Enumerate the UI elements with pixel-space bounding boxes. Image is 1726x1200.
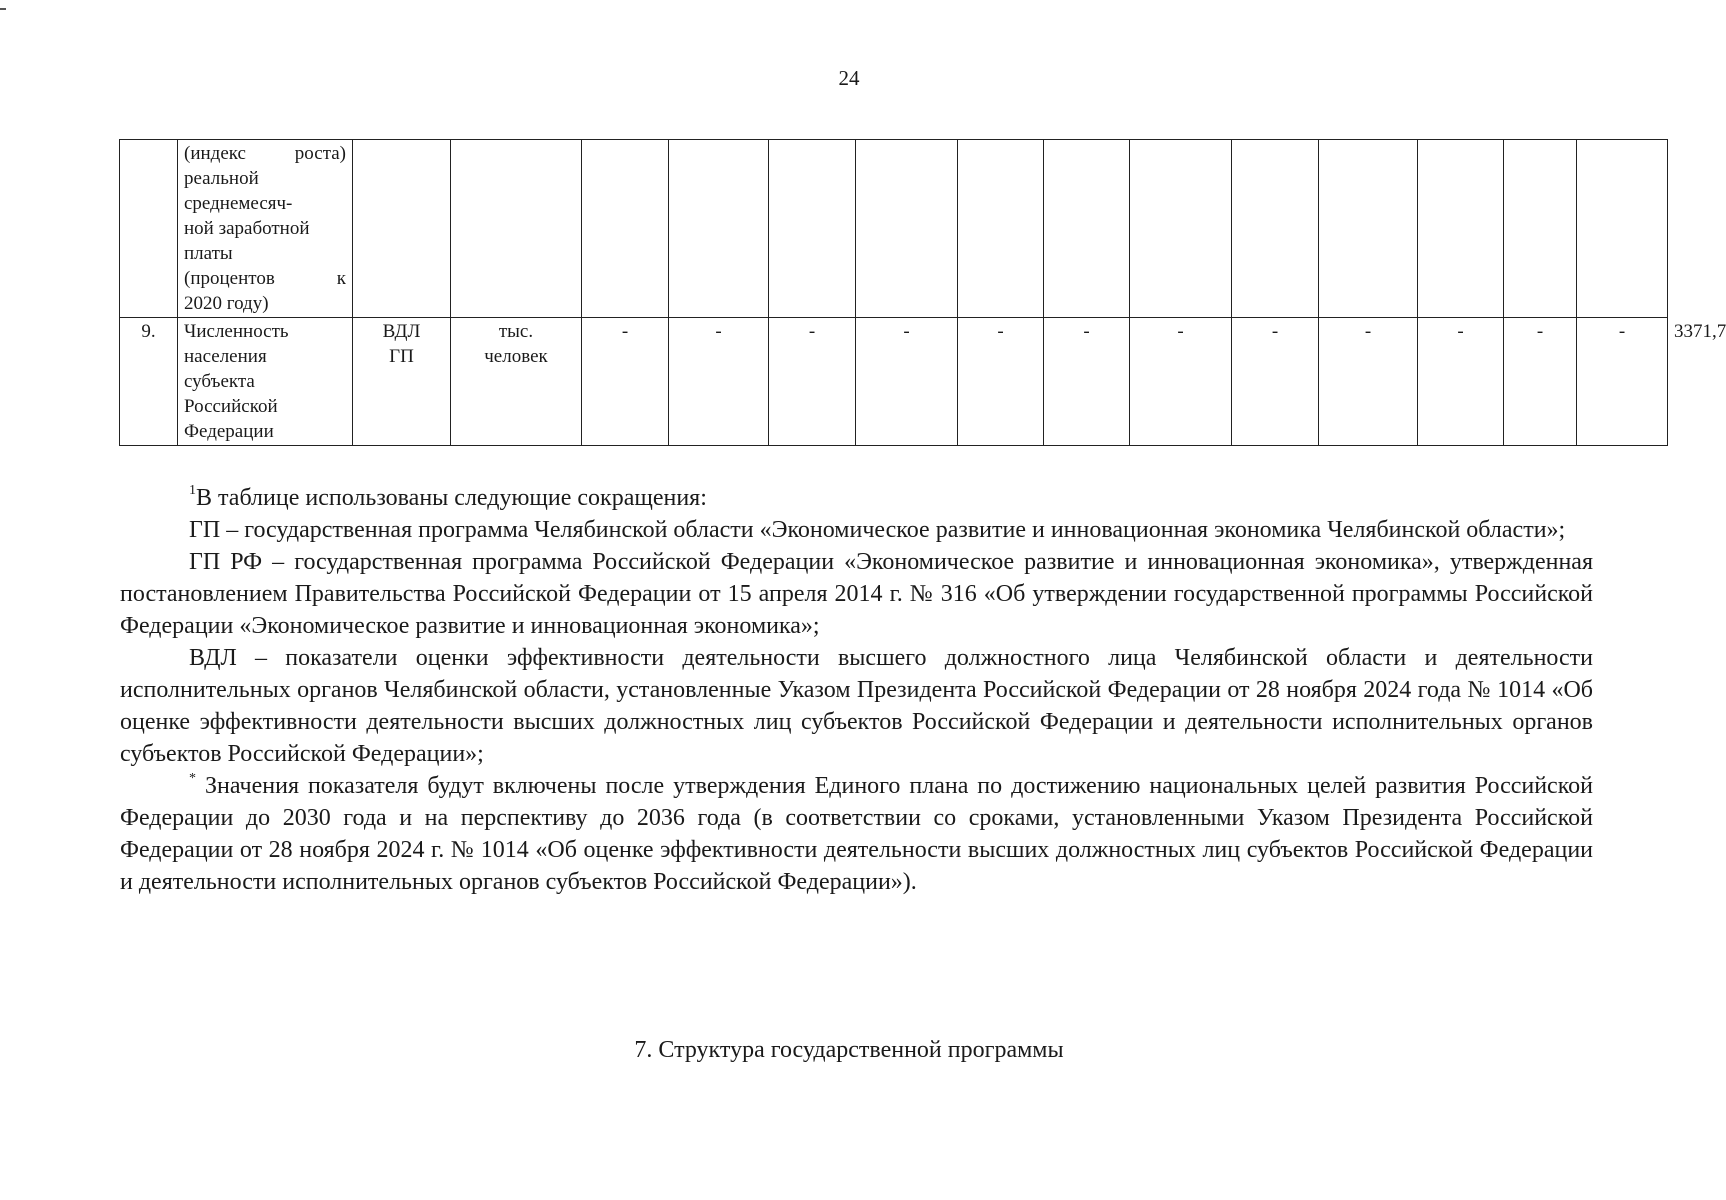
dash-cell (1232, 140, 1319, 318)
cell-line: (процентов к (184, 268, 346, 289)
cell-line: реальной (184, 168, 259, 189)
abbr-vdl: ВДЛ – показатели оценки эффективности деятельности высшего должностного лица Челябинской области и деятельности исполнительных органов Челябинской области, установленные Указом Президента Российской Федерации от 28 ноября 2024 года № 1014 «Об оценке эффективности деятельности высших должностных лиц субъектов Российской Федерации и деятельности исполнительных органов субъектов Российской Федерации»; (120, 645, 1593, 767)
dash-cell: - (1319, 318, 1418, 446)
dash-cell (669, 140, 769, 318)
cell-line: населения (184, 346, 267, 367)
cell-line: субъекта (184, 371, 255, 392)
cell-line: Российской (184, 396, 278, 417)
cell-line: человек (484, 346, 548, 367)
dash-cell: - (958, 318, 1044, 446)
dash-cell: - (1232, 318, 1319, 446)
table-row: 9. Численность населения субъекта Российской Федерации ВДЛ ГП тыс. человек - - - - - - - - - - - - 3371,7 (120, 318, 1668, 446)
cell-line: ГП (389, 346, 414, 367)
dash-cell: - (1130, 318, 1232, 446)
star-note: * Значения показателя будут включены после утверждения Единого плана по достижению национальных целей развития Российской Федерации до 2030 года и на перспективу до 2036 года (в соответствии со сроками, установленными Указом Президента Российской Федерации от 28 ноября 2024 г. № 1014 «Об оценке эффективности деятельности высших должностных лиц субъектов Российской Федерации и деятельности исполнительных органов субъектов Российской Федерации»). (120, 771, 1593, 895)
dash-cell (1504, 140, 1577, 318)
dash-cell: - (1504, 318, 1577, 446)
row-number-cell (120, 140, 178, 318)
footnote-mark-1: 1 (189, 483, 196, 498)
dash-cell: - (582, 318, 669, 446)
unit-cell (451, 140, 582, 318)
scan-corner-mark (0, 8, 6, 10)
dash-cell (1044, 140, 1130, 318)
dash-cell (1319, 140, 1418, 318)
indicators-table (119, 139, 1726, 446)
dash-cell: - (669, 318, 769, 446)
dash-cell (958, 140, 1044, 318)
dash-cell (1577, 140, 1668, 318)
dash-cell (769, 140, 856, 318)
footnotes (120, 482, 1593, 898)
unit-cell (451, 318, 582, 446)
page-number: 24 (838, 66, 860, 90)
dash-cell: - (769, 318, 856, 446)
indicator-name-cell (178, 140, 353, 318)
section-title: 7. Структура государственной программы (634, 1037, 1064, 1063)
abbr-intro: $^1$В таблице использованы следующие сокращения: (189, 483, 707, 511)
cell-line: ной заработной (184, 218, 310, 239)
cell-line: (индекс роста) (184, 143, 346, 164)
cell-line: платы (184, 243, 233, 264)
source-cell (353, 318, 451, 446)
dash-cell: - (1418, 318, 1504, 446)
indicator-name-cell (178, 318, 353, 446)
cell-line: ВДЛ (382, 321, 421, 342)
dash-cell: - (1577, 318, 1668, 446)
footnote-mark-star: * (189, 771, 196, 786)
dash-cell (1418, 140, 1504, 318)
source-cell (353, 140, 451, 318)
dash-cell (582, 140, 669, 318)
dash-cell (856, 140, 958, 318)
cell-line: 2020 году) (184, 293, 269, 314)
cell-line: Численность (184, 321, 289, 342)
dash-cell: - (1044, 318, 1130, 446)
cell-line: тыс. (498, 321, 534, 342)
dash-cell: - (856, 318, 958, 446)
table-row (120, 140, 1668, 318)
row-number-cell: 9. (120, 318, 178, 446)
abbr-gp-rf: ГП РФ – государственная программа Российской Федерации «Экономическое развитие и инновационная экономика», утвержденная постановлением Правительства Российской Федерации от 15 апреля 2014 г. № 316 «Об утверждении государственной программы Российской Федерации «Экономическое развитие и инновационная экономика»; (120, 549, 1593, 639)
abbr-gp: ГП – государственная программа Челябинской области «Экономическое развитие и инновационная экономика Челябинской области»; (189, 517, 1566, 543)
cell-line: среднемесяч- (184, 193, 293, 214)
dash-cell (1130, 140, 1232, 318)
cell-line: Федерации (184, 421, 274, 442)
